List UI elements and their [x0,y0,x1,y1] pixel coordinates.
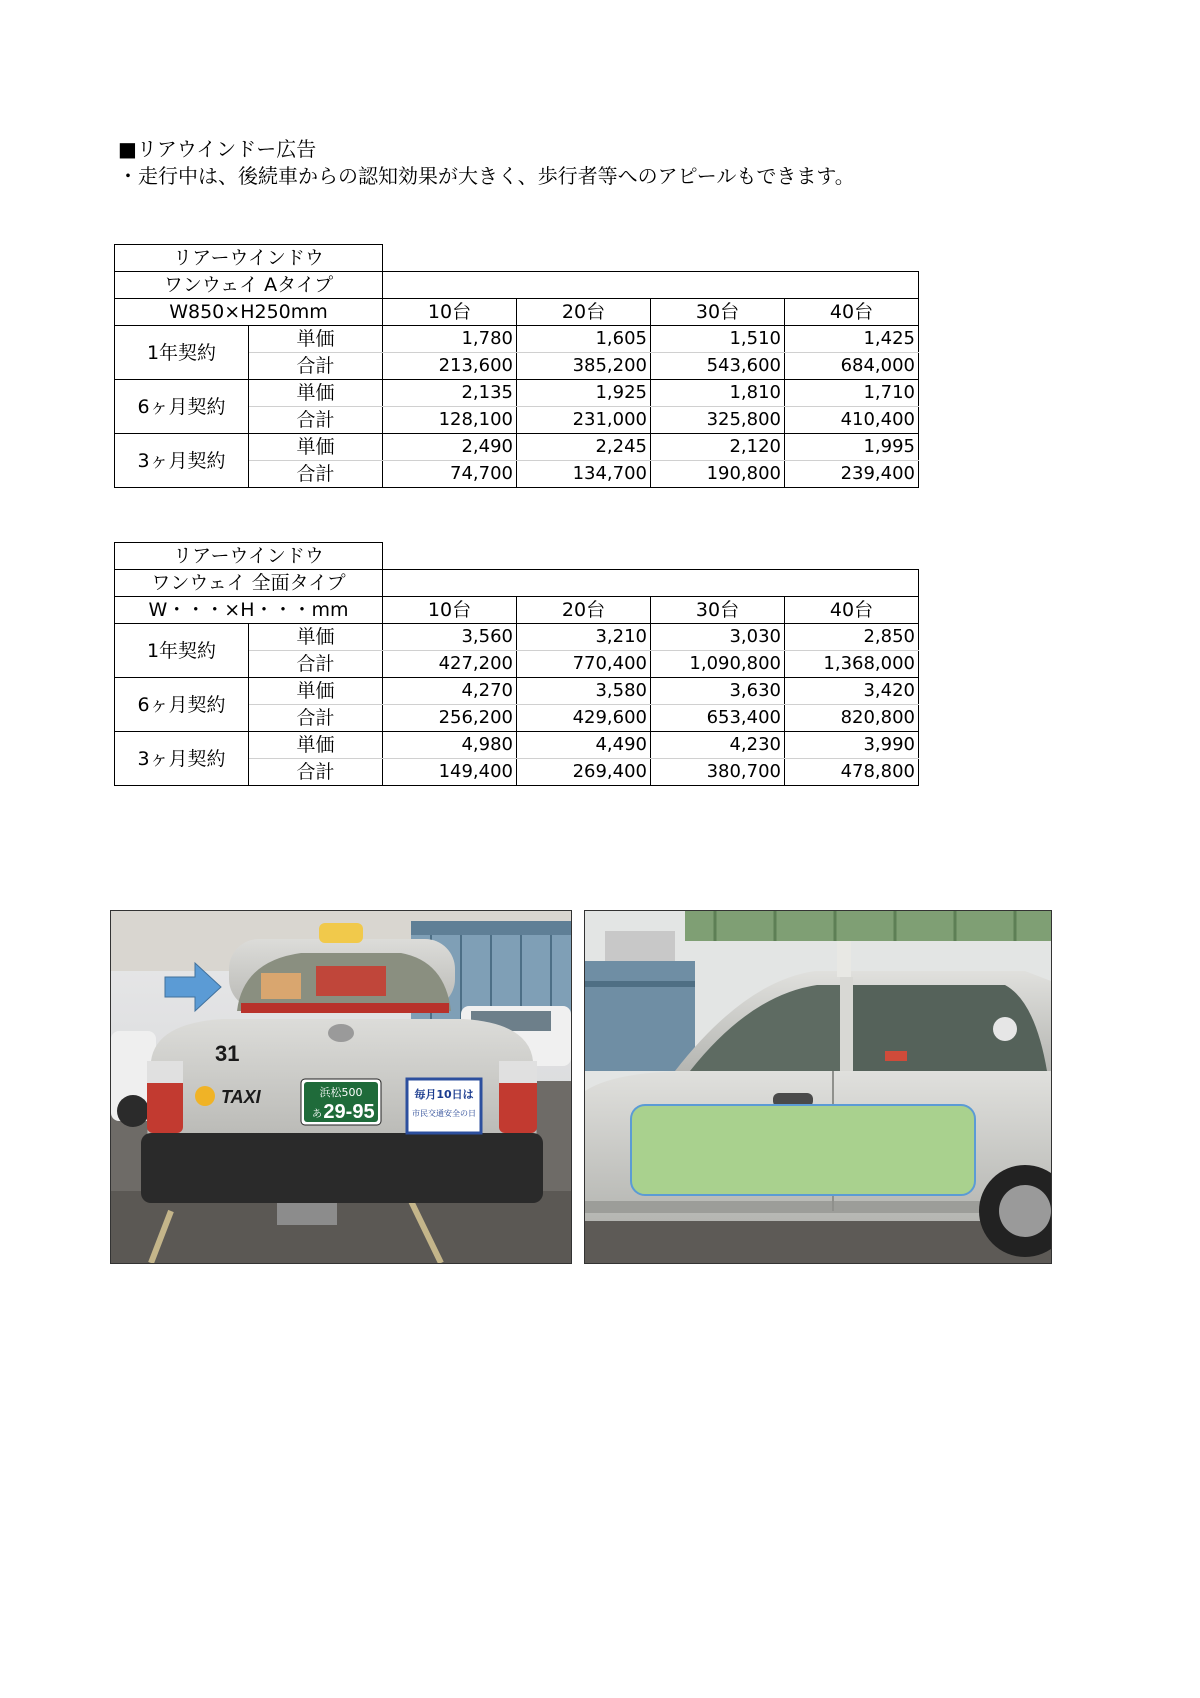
unit-price-cell: 3,630 [651,678,785,705]
unit-price-cell: 2,135 [383,380,517,407]
total-cell: 1,368,000 [785,651,919,678]
table-title: リアーウインドウ [115,245,383,272]
taxi-logo-text: TAXI [221,1087,261,1107]
unit-price-label: 単価 [249,624,383,651]
unit-price-label: 単価 [249,434,383,461]
total-label: 合計 [249,461,383,488]
total-cell: 239,400 [785,461,919,488]
total-label: 合計 [249,705,383,732]
plate-kana-text: あ [312,1109,322,1120]
total-label: 合計 [249,407,383,434]
total-cell: 269,400 [517,759,651,786]
unit-price-label: 単価 [249,678,383,705]
column-header: 10台 [383,299,517,326]
unit-price-cell: 1,605 [517,326,651,353]
unit-price-cell: 2,120 [651,434,785,461]
price-table-a-type [114,244,919,488]
total-cell: 256,200 [383,705,517,732]
column-header: 10台 [383,597,517,624]
total-cell: 231,000 [517,407,651,434]
unit-price-cell: 3,210 [517,624,651,651]
unit-price-cell: 1,995 [785,434,919,461]
total-cell: 543,600 [651,353,785,380]
ad-area [631,1105,975,1195]
total-cell: 380,700 [651,759,785,786]
column-header: 40台 [785,597,919,624]
total-cell: 410,400 [785,407,919,434]
unit-price-cell: 1,925 [517,380,651,407]
contract-term: 6ヶ月契約 [115,380,249,434]
unit-price-label: 単価 [249,380,383,407]
unit-price-cell: 3,580 [517,678,651,705]
total-cell: 820,800 [785,705,919,732]
table-title: リアーウインドウ [115,543,383,570]
unit-price-cell: 4,980 [383,732,517,759]
plate-region-text: 浜松500 [319,1086,363,1099]
total-cell: 128,100 [383,407,517,434]
page-subheading: ・走行中は、後続車からの認知効果が大きく、歩行者等へのアピールもできます。 [118,164,855,188]
car-number-text: 31 [215,1041,240,1066]
unit-price-cell: 1,510 [651,326,785,353]
sticker-line1-text: 毎月10日は [414,1088,474,1101]
taxi-rear-photo [110,910,572,1264]
column-header: 30台 [651,597,785,624]
unit-price-label: 単価 [249,732,383,759]
unit-price-cell: 3,420 [785,678,919,705]
unit-price-cell: 2,490 [383,434,517,461]
unit-price-label: 単価 [249,326,383,353]
table-size: W・・・×H・・・mm [115,597,383,624]
unit-price-cell: 3,990 [785,732,919,759]
total-cell: 325,800 [651,407,785,434]
table-subtitle: ワンウェイ 全面タイプ [115,570,383,597]
total-cell: 1,090,800 [651,651,785,678]
total-cell: 653,400 [651,705,785,732]
unit-price-cell: 3,560 [383,624,517,651]
total-cell: 429,600 [517,705,651,732]
unit-price-cell: 3,030 [651,624,785,651]
contract-term: 6ヶ月契約 [115,678,249,732]
table-size: W850×H250mm [115,299,383,326]
total-cell: 74,700 [383,461,517,488]
unit-price-cell: 4,490 [517,732,651,759]
column-header: 40台 [785,299,919,326]
total-cell: 478,800 [785,759,919,786]
contract-term: 1年契約 [115,624,249,678]
total-label: 合計 [249,759,383,786]
unit-price-cell: 2,245 [517,434,651,461]
total-cell: 770,400 [517,651,651,678]
unit-price-cell: 2,850 [785,624,919,651]
contract-term: 3ヶ月契約 [115,732,249,786]
column-header: 30台 [651,299,785,326]
column-header: 20台 [517,597,651,624]
table-subtitle: ワンウェイ Aタイプ [115,272,383,299]
sticker-line2-text: 市民交通安全の日 [412,1109,476,1118]
taxi-side-photo [584,910,1052,1264]
page-heading: ■リアウインドー広告 [118,137,317,161]
unit-price-cell: 1,710 [785,380,919,407]
total-cell: 213,600 [383,353,517,380]
total-cell: 427,200 [383,651,517,678]
unit-price-cell: 1,425 [785,326,919,353]
total-label: 合計 [249,353,383,380]
total-cell: 385,200 [517,353,651,380]
total-cell: 684,000 [785,353,919,380]
plate-number-text: 29-95 [323,1101,375,1123]
unit-price-cell: 1,780 [383,326,517,353]
total-label: 合計 [249,651,383,678]
unit-price-cell: 4,230 [651,732,785,759]
contract-term: 1年契約 [115,326,249,380]
total-cell: 190,800 [651,461,785,488]
unit-price-cell: 1,810 [651,380,785,407]
total-cell: 134,700 [517,461,651,488]
contract-term: 3ヶ月契約 [115,434,249,488]
price-table-full-type [114,542,919,786]
column-header: 20台 [517,299,651,326]
unit-price-cell: 4,270 [383,678,517,705]
total-cell: 149,400 [383,759,517,786]
